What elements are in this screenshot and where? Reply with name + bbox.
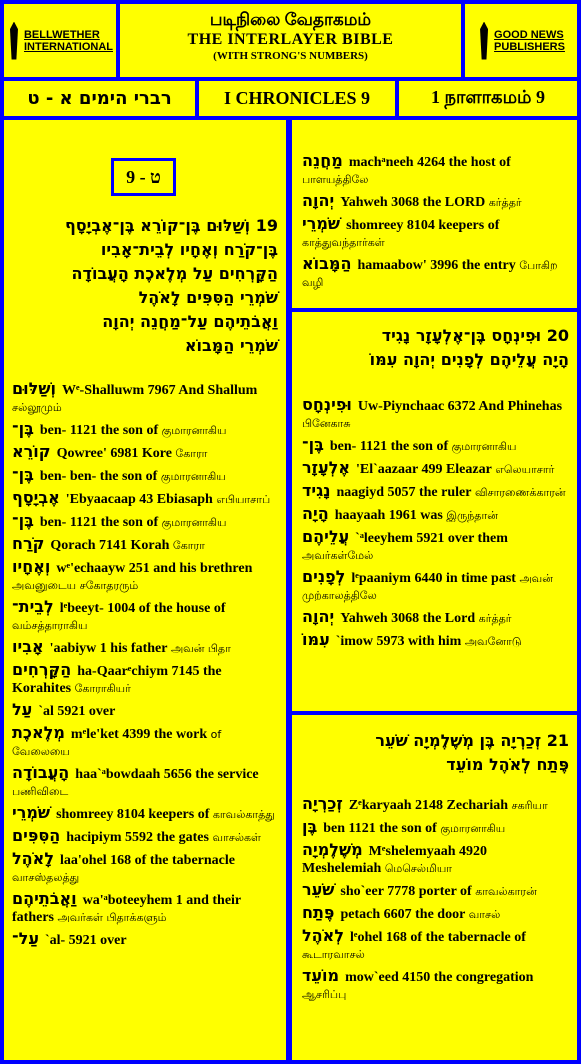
gloss: mᵉle'ket 4399 the work	[70, 727, 208, 742]
hebrew-word: הַמָּבוֹא	[302, 254, 352, 273]
hebrew-word: שֹׁמְרֵי	[12, 803, 51, 822]
tamil-gloss: கோராகியர்	[74, 682, 131, 695]
gloss: Yahweh 3068 the LORD	[340, 195, 486, 210]
hebrew-word: לְאֹהֶל	[302, 926, 344, 945]
tamil-gloss: வம்சத்தாராகிய	[12, 619, 88, 632]
hebrew-word: בֶּן־	[12, 511, 34, 530]
tamil-gloss: கோரா	[175, 447, 208, 460]
word-entry	[12, 512, 278, 531]
tamil-gloss: வாசல்	[468, 908, 501, 921]
hebrew-word: הַקָּרְחִים	[12, 660, 72, 679]
tamil-gloss: காவல்காத்து	[212, 808, 275, 821]
gloss: `ᵃleeyhem 5921 over them	[355, 531, 508, 546]
word-entry	[12, 701, 278, 720]
tamil-book-label: 1 நாளாகமம் 9	[399, 81, 577, 116]
gloss: `al 5921 over	[38, 704, 116, 719]
tamil-gloss: மெசெல்மியா	[384, 862, 453, 875]
tamil-gloss: அவர்கள் பிதாக்களும்	[57, 911, 167, 924]
word-entry	[12, 850, 278, 886]
tamil-gloss: சல்லூமும்	[12, 401, 62, 414]
word-entry	[302, 436, 569, 455]
bellwether-logo	[4, 4, 116, 77]
hebrew-word: עַל	[12, 700, 33, 719]
title-english: THE INTERLAYER BIBLE	[187, 31, 394, 48]
gloss: Uw-Piynchaac 6372 And Phinehas	[357, 399, 563, 414]
gloss: shomreey 8104 keepers of	[56, 807, 210, 822]
word-entry	[12, 420, 278, 439]
hebrew-word: שֹׁמְרֵי	[302, 214, 341, 233]
word-list	[302, 394, 569, 654]
tamil-gloss: of வேலையை	[12, 728, 222, 758]
hebrew-word: נָגִיד	[302, 481, 331, 500]
hebrew-word: מְלֶאכֶת	[12, 723, 65, 742]
tamil-gloss: குமாரனாகிய	[161, 424, 227, 437]
bellwether-text: BELLWETHER INTERNATIONAL	[23, 28, 113, 53]
word-entry	[12, 638, 278, 657]
tamil-gloss: அவனோடு	[464, 635, 522, 648]
tamil-gloss: கூடாரவாசல்	[302, 948, 365, 961]
gloss: sho`eer 7778 porter of	[340, 884, 472, 899]
hebrew-word: פֶּתַח	[302, 903, 335, 922]
tamil-gloss: எபியாசாப்	[216, 493, 271, 506]
word-entry	[12, 930, 278, 949]
title-tamil: படிநிலை வேதாகமம்	[209, 10, 372, 29]
word-entry	[12, 380, 278, 416]
gloss: 'aabiyw 1 his father	[49, 641, 168, 656]
english-book-label: I CHRONICLES 9	[199, 81, 395, 116]
hebrew-word: לְבֵית־	[12, 597, 54, 616]
hebrew-word: לְפָנִים	[302, 567, 346, 586]
hebrew-word: יְהוָה	[302, 191, 335, 210]
gloss: ben- 1121 the son of	[39, 515, 159, 530]
goodnews-icon	[477, 22, 491, 60]
word-entry	[12, 724, 278, 760]
hebrew-word: אֶלְעָזָר	[302, 458, 350, 477]
hebrew-word: זְכַרְיָה	[302, 794, 343, 813]
word-entry	[12, 661, 278, 697]
tamil-gloss: கர்த்தர்	[488, 196, 522, 209]
gloss: lᵉpaaniym 6440 in time past	[351, 571, 516, 586]
word-entry	[302, 192, 569, 211]
word-entry	[302, 215, 569, 251]
word-entry	[302, 881, 569, 900]
word-entry	[302, 482, 569, 501]
word-entry	[12, 804, 278, 823]
tamil-gloss: கோரா	[172, 539, 205, 552]
tamil-gloss: வாசல்கள்	[212, 831, 261, 844]
tamil-gloss: அவனுடைய சகோதரரும்	[12, 579, 139, 592]
word-entry	[302, 967, 569, 1003]
hebrew-word: אֶבְיָסָף	[12, 488, 60, 507]
hebrew-word: מַחֲנֵה	[302, 151, 343, 170]
left-panel	[4, 120, 286, 1060]
hebrew-word: וּפִינְחָס	[302, 395, 352, 414]
tamil-gloss: அவர்கள்மேல்	[302, 549, 374, 562]
tamil-gloss: குமாரனாகிய	[440, 822, 506, 835]
word-entry	[302, 904, 569, 923]
tamil-gloss: காத்துவந்தார்கள்	[302, 236, 385, 249]
gloss: haayaah 1961 was	[334, 508, 443, 523]
tamil-gloss: வாசஸ்தலத்து	[12, 871, 80, 884]
gloss: Wᵉ-Shalluwm 7967 And Shallum	[61, 383, 258, 398]
word-entry	[302, 255, 569, 291]
gloss: Yahweh 3068 the Lord	[340, 611, 476, 626]
gloss: lᵉohel 168 of the tabernacle of	[350, 930, 526, 945]
word-entry	[302, 152, 569, 188]
word-entry	[302, 818, 569, 837]
word-list	[302, 150, 569, 295]
gloss: laa'ohel 168 of the tabernacle	[60, 853, 235, 868]
hebrew-word: יְהוָה	[302, 607, 335, 626]
gloss: petach 6607 the door	[340, 907, 466, 922]
word-entry	[302, 631, 569, 650]
word-entry	[12, 489, 278, 508]
gloss: hacipiym 5592 the gates	[66, 830, 209, 845]
tamil-gloss: குமாரனாகிய	[161, 516, 227, 529]
hebrew-word: קֹרַח	[12, 534, 45, 553]
gloss: 'El`aazaar 499 Eleazar	[356, 462, 492, 477]
hebrew-word: עַל־	[12, 929, 39, 948]
hebrew-word: אָבִיו	[12, 637, 44, 656]
hebrew-word: בֶּן־	[12, 465, 34, 484]
tamil-gloss: பணிவிடை	[12, 785, 69, 798]
chapter-badge: ט - 9	[111, 158, 176, 196]
word-entry	[302, 568, 569, 604]
word-entry	[12, 764, 278, 800]
gloss: ben- ben- the son of	[39, 469, 158, 484]
hebrew-word: קוֹרֵא	[12, 442, 51, 461]
word-entry	[302, 528, 569, 564]
tamil-gloss: கர்த்தர்	[478, 612, 512, 625]
gloss: naagiyd 5057 the ruler	[336, 485, 472, 500]
tamil-gloss: ஆசரிப்பு	[302, 988, 347, 1001]
hebrew-book-label: רברי הימים א - ט	[4, 81, 195, 116]
word-entry	[12, 466, 278, 485]
word-entry	[302, 795, 569, 814]
word-entry	[302, 927, 569, 963]
word-list	[302, 793, 569, 1007]
verse-20-hebrew: 20 וּפִינְחָס בֶּן־אֶלְעָזָר נָגִיד הָיָה עֲלֵיהֶם לְפָנִים יְהוָה עִמּוֹ	[369, 326, 569, 369]
gloss: 'Ebyaacaap 43 Ebiasaph	[65, 492, 213, 507]
gloss: ben 1121 the son of	[323, 821, 437, 836]
word-entry	[12, 890, 278, 926]
word-entry	[12, 443, 278, 462]
tamil-gloss: இருந்தான்	[446, 509, 498, 522]
right-bot-panel	[292, 715, 577, 1060]
hebrew-word: וְאֶחָיו	[12, 557, 51, 576]
tamil-gloss: போகிற வழி	[302, 259, 558, 289]
gloss: ha-Qaarᵉchiym 7145 the Korahites	[12, 664, 222, 696]
gloss: wa'ᵃboteeyhem 1 and their fathers	[12, 893, 241, 925]
right-top-panel	[292, 120, 577, 308]
hebrew-word: לָאֹהֶל	[12, 849, 54, 868]
gloss: lᵉbeeyt- 1004 of the house of	[59, 601, 226, 616]
gloss: hamaabow' 3996 the entry	[357, 258, 516, 273]
word-list	[12, 378, 278, 953]
word-entry	[302, 396, 569, 432]
word-entry	[302, 459, 569, 478]
hebrew-word: בֶּן־	[302, 435, 324, 454]
gloss: Qowree' 6981 Kore	[56, 446, 172, 461]
word-entry	[12, 535, 278, 554]
hebrew-word: מְשֶׁלֶמְיָה	[302, 840, 363, 859]
tamil-gloss: காவல்காரன்	[475, 885, 537, 898]
tamil-gloss: குமாரனாகிய	[160, 470, 226, 483]
word-entry	[302, 505, 569, 524]
hebrew-word: בֶּן־	[12, 419, 34, 438]
bellwether-icon	[7, 22, 21, 60]
gloss: Zᵉkaryaah 2148 Zechariah	[348, 798, 509, 813]
gloss: machᵃneeh 4264 the host of	[348, 155, 511, 170]
right-mid-panel	[292, 312, 577, 711]
gloss: ben- 1121 the son of	[39, 423, 159, 438]
gloss: haa`ᵃbowdaah 5656 the service	[75, 767, 259, 782]
gloss: `al- 5921 over	[44, 933, 127, 948]
tamil-gloss: குமாரனாகிய	[451, 440, 517, 453]
tamil-gloss: எலெயாசார்	[495, 463, 555, 476]
hebrew-word: וְשַׁלּוּם	[12, 379, 56, 398]
hebrew-word: מוֹעֵד	[302, 966, 340, 985]
gloss: Qorach 7141 Korah	[50, 538, 170, 553]
goodnews-logo	[465, 4, 577, 77]
hebrew-word: הָיָה	[302, 504, 329, 523]
gloss: `imow 5973 with him	[335, 634, 462, 649]
hebrew-word: שֹׁעֵר	[302, 880, 335, 899]
hebrew-word: הַסִּפִּים	[12, 826, 61, 845]
gloss: Mᵉshelemyaah 4920 Meshelemiah	[302, 844, 488, 876]
word-entry	[302, 841, 569, 877]
gloss: ben- 1121 the son of	[329, 439, 449, 454]
verse-21-hebrew: 21 זְכַרְיָה בֶּן מְשֶׁלֶמְיָה שֹׁעֵר פֶּתַח לְאֹהֶל מוֹעֵד	[375, 731, 569, 774]
tamil-gloss: அவன் பிதா	[170, 642, 231, 655]
hebrew-word: הָעֲבוֹדָה	[12, 763, 70, 782]
tamil-gloss: சகரியா	[511, 799, 548, 812]
tamil-gloss: பாளயத்திலே	[302, 173, 369, 186]
hebrew-word: בֶּן	[302, 817, 318, 836]
gloss: shomreey 8104 keepers of	[346, 218, 500, 233]
goodnews-text: GOOD NEWS PUBLISHERS	[494, 28, 565, 53]
title-block	[120, 4, 461, 77]
tamil-gloss: விசாரணைக்காரன்	[474, 486, 566, 499]
verse-19-hebrew: 19 וְשַׁלּוּם בֶּן־קוֹרֵא בֶּן־אֶבְיָסָף בֶּן־קֹרַח וְאֶחָיו לְבֵית־אָבִיו הַקָּרְחִים עַל מְלֶאכֶת הָעֲבוֹדָה שֹׁמְרֵי הַסִּפִּים לָאֹהֶל וַאֲבֹתֵיהֶם עַל־מַחֲנֵה יְהוָה שֹׁמְרֵי הַמָּבוֹא	[64, 216, 278, 355]
word-entry	[302, 608, 569, 627]
hebrew-word: עִמּוֹ	[302, 630, 330, 649]
hebrew-word: עֲלֵיהֶם	[302, 527, 350, 546]
word-entry	[12, 598, 278, 634]
tamil-gloss: அவன் முற்காலத்திலே	[302, 572, 553, 602]
title-subtitle: (WITH STRONG'S NUMBERS)	[213, 50, 368, 62]
word-entry	[12, 558, 278, 594]
hebrew-word: וַאֲבֹתֵיהֶם	[12, 889, 77, 908]
tamil-gloss: பினேகாசு	[302, 417, 351, 430]
word-entry	[12, 827, 278, 846]
gloss: wᵉ'echaayw 251 and his brethren	[56, 561, 253, 576]
gloss: mow`eed 4150 the congregation	[345, 970, 534, 985]
